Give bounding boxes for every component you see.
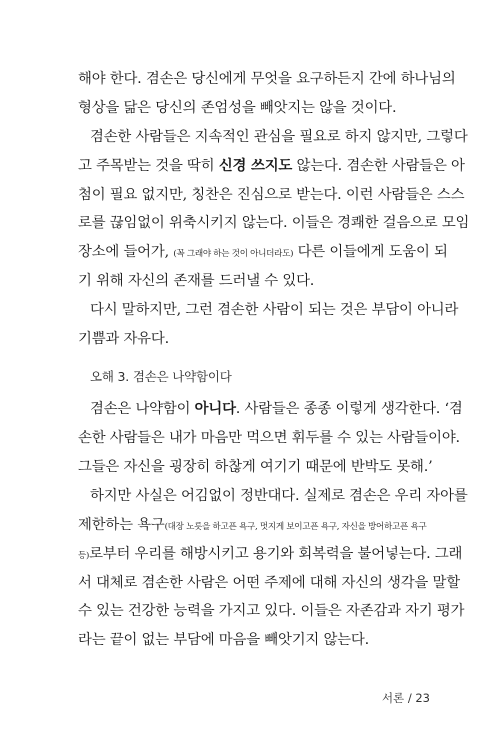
body-text-line: 형상을 닮은 당신의 존엄성을 빼앗지는 않을 것이다. [78, 100, 397, 116]
body-text-line: 다시 말하지만, 그런 겸손한 사람이 되는 것은 부담이 아니라 [90, 302, 459, 318]
body-text-line: 서 대체로 겸손한 사람은 어떤 주제에 대해 자신의 생각을 말할 [78, 575, 460, 591]
parenthetical-note: 등) [78, 551, 90, 561]
body-text-line: 로를 끊임없이 위축시키지 않는다. 이들은 경쾌한 걸음으로 모임 [78, 215, 470, 231]
body-text-line: 해야 한다. 겸손은 당신에게 무엇을 요구하든지 간에 하나님의 [78, 71, 456, 87]
body-text-line [78, 515, 432, 537]
body-text-line [78, 242, 448, 264]
text-run: 다른 이들에게 도움이 되 [293, 244, 448, 260]
body-text-line [90, 399, 463, 419]
text-run: 겸손은 나약함이 [90, 401, 195, 417]
body-text-line: 그들은 자신을 굉장히 하찮게 여기기 때문에 반박도 못해.’ [78, 459, 433, 475]
body-text-line: 겸손한 사람들은 지속적인 관심을 필요로 하지 않지만, 그렇다 [90, 129, 468, 145]
body-text-line: 수 있는 건강한 능력을 가지고 있다. 이들은 자존감과 자기 평가 [78, 603, 465, 619]
body-text-line: 첨이 필요 없지만, 칭찬은 진심으로 받는다. 이런 사람들은 스스 [78, 187, 465, 203]
text-run: 장소에 들어가, [78, 244, 174, 260]
body-text-line: 하지만 사실은 어김없이 정반대다. 실제로 겸손은 우리 자아를 [90, 488, 468, 504]
body-text-line: 라는 끝이 없는 부담에 마음을 빼앗기지 않는다. [78, 632, 369, 648]
text-run: . 사람들은 종종 이렇게 생각한다. ‘겸 [235, 401, 463, 417]
body-text-line [78, 156, 465, 176]
body-text-line: 기쁨과 자유다. [78, 331, 169, 347]
parenthetical-note: (대장 노릇을 하고픈 욕구, 멋지게 보이고픈 욕구, 자신을 방어하고픈 욕구 [164, 522, 427, 532]
body-text-line: 손한 사람들은 내가 마음만 먹으면 휘두를 수 있는 사람들이야. [78, 430, 460, 446]
text-run: 고 주목받는 것을 딱히 [78, 158, 219, 174]
page-folio: 서론 / 23 [381, 691, 430, 705]
parenthetical-note: (꼭 그래야 하는 것이 아니더라도) [173, 249, 294, 259]
text-run: 않는다. 겸손한 사람들은 아 [292, 158, 465, 174]
body-text-line [78, 544, 463, 566]
section-heading: 오해 3. 겸손은 나약함이다 [90, 369, 232, 384]
emphasis-text: 신경 쓰지도 [218, 157, 293, 174]
body-text-line: 기 위해 자신의 존재를 드러낼 수 있다. [78, 273, 315, 289]
text-run: 제한하는 욕구 [78, 517, 165, 533]
emphasis-text: 아니다 [194, 400, 236, 417]
text-run: 로부터 우리를 해방시키고 용기와 회복력을 불어넣는다. 그래 [89, 546, 463, 562]
